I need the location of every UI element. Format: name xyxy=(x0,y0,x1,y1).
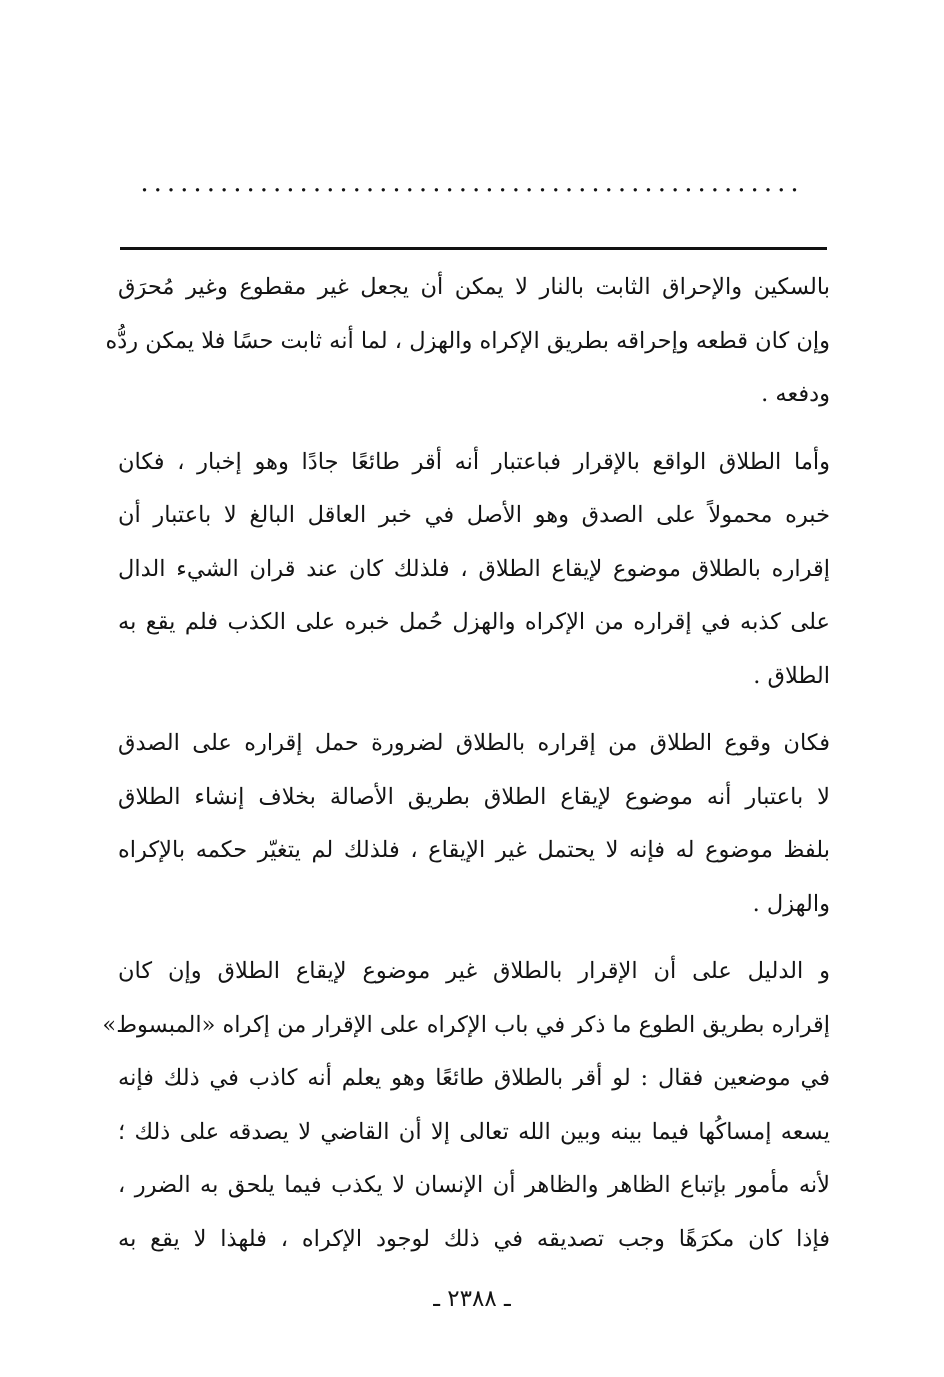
text-line: فإذا كان مكرَهًا وجب تصديقه في ذلك لوجود الإكراه ، فلهذا لا يقع به xyxy=(118,1225,830,1252)
text-line: إقراره بالطلاق موضوع لإيقاع الطلاق ، فلذلك كان عند قران الشيء الدال xyxy=(118,555,830,582)
text-line: وإن كان قطعه وإحراقه بطريق الإكراه والهزل ، لما أنه ثابت حسًا فلا يمكن ردُّه xyxy=(105,327,830,354)
text-line: خبره محمولاً على الصدق وهو الأصل في خبر العاقل البالغ لا باعتبار أن xyxy=(118,502,830,528)
text-line: على كذبه في إقراره من الإكراه والهزل حُمل خبره على الكذب فلم يقع به xyxy=(118,609,830,635)
text-line: الطلاق . xyxy=(753,662,830,689)
page-number: ـ ٢٣٨٨ ـ xyxy=(433,1286,511,1312)
text-line: لا باعتبار أنه موضوع لإيقاع الطلاق بطريق الأصالة بخلاف إنشاء الطلاق xyxy=(118,783,830,810)
text-line: وأما الطلاق الواقع بالإقرار فباعتبار أنه أقر طائعًا جادًا وهو إخبار ، فكان xyxy=(118,448,830,475)
paragraph-1 xyxy=(105,261,830,422)
text-line: والهزل . xyxy=(752,890,830,917)
paragraph-4 xyxy=(102,945,830,1266)
text-line: فكان وقوع الطلاق من إقراره بالطلاق لضرورة حمل إقراره على الصدق xyxy=(118,730,830,756)
text-line: إقراره بطريق الطوع ما ذكر في باب الإكراه على الإقرار من إكراه «المبسوط» xyxy=(102,1011,830,1038)
text-line: ودفعه . xyxy=(761,381,830,407)
page-body xyxy=(102,261,830,1266)
text-line: يسعه إمساكُها فيما بينه وبين الله تعالى إلا أن القاضي لا يصدقه على ذلك ؛ xyxy=(118,1118,830,1145)
horizontal-rule xyxy=(120,247,827,250)
text-line: في موضعين فقال : لو أقر بالطلاق طائعًا وهو يعلم أنه كاذب في ذلك فإنه xyxy=(118,1065,830,1091)
text-line: بلفظ موضوع له فإنه لا يحتمل غير الإيقاع ، فلذلك لم يتغيّر حكمه بالإكراه xyxy=(118,837,830,863)
text-line: و الدليل على أن الإقرار بالطلاق غير موضوع لإيقاع الطلاق وإن كان xyxy=(118,958,830,984)
footnote-dotted-separator: .................................................. xyxy=(140,168,804,198)
text-line: لأنه مأمور بإتباع الظاهر والظاهر أن الإنسان لا يكذب فيما يلحق به الضرر ، xyxy=(118,1172,830,1198)
paragraph-3 xyxy=(118,717,830,931)
text-line: بالسكين والإحراق الثابت بالنار لا يمكن أن يجعل غير مقطوع وغير مُحرَق xyxy=(118,274,830,300)
paragraph-2 xyxy=(118,436,830,704)
